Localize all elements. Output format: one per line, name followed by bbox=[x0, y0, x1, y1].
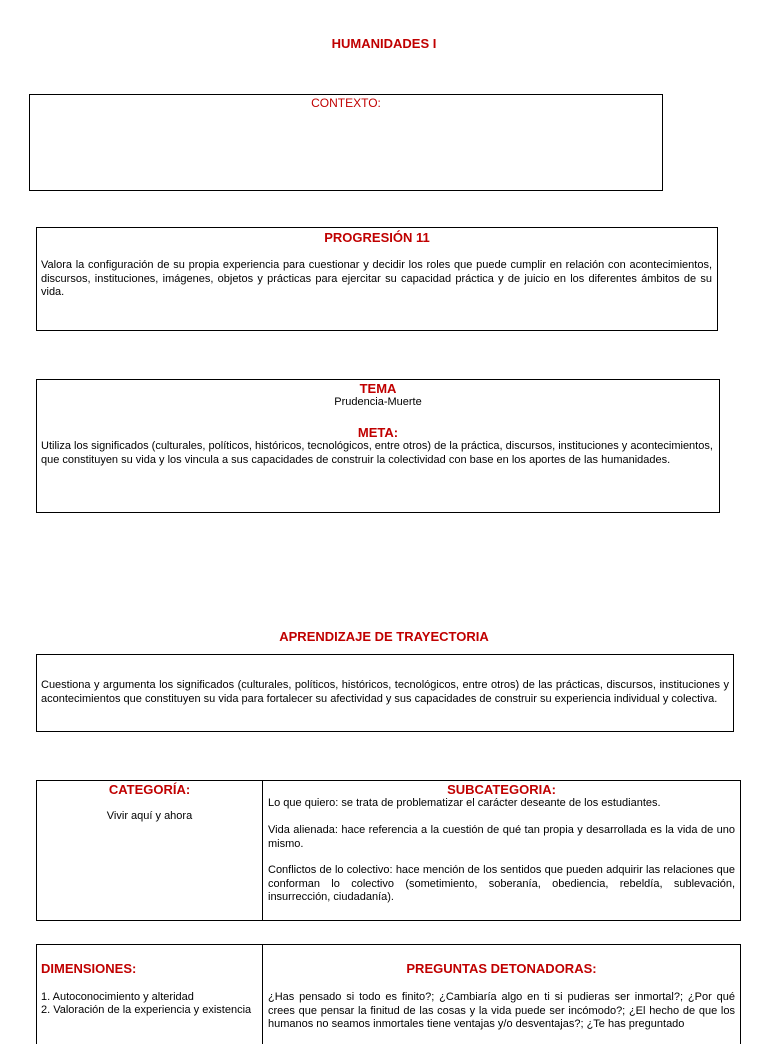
dimensiones-cell bbox=[37, 945, 263, 1044]
categoria-value: Vivir aquí y ahora bbox=[106, 810, 193, 822]
progresion-text: Valora la configuración de su propia experiencia para cuestionar y decidir los roles que puede cumplir en relación con acontecimientos, discursos, instituciones, imágenes, objetos y prácticas para ejercitar su capacidad práctica y de juicio en los diferentes ámbitos de su vida. bbox=[41, 259, 712, 298]
progresion-box bbox=[36, 227, 718, 331]
tema-box bbox=[36, 379, 720, 513]
dimension-item: 1. Autoconocimiento y alteridad bbox=[41, 991, 194, 1003]
preguntas-title: PREGUNTAS DETONADORAS: bbox=[406, 961, 597, 976]
subcategoria-item: Lo que quiero: se trata de problematizar el carácter deseante de los estudiantes. bbox=[268, 797, 661, 809]
meta-text: Utiliza los significados (culturales, políticos, históricos, tecnológicos, entre otros) de la práctica, discursos, instituciones y acontecimientos, que constituyen su vida y los vincula a sus capacidades de construir la colectividad con base en los aportes de las humanidades. bbox=[41, 440, 713, 466]
dimension-item: 2. Valoración de la experiencia y existencia bbox=[41, 1004, 252, 1016]
categoria-title: CATEGORÍA: bbox=[108, 782, 191, 797]
tema-title: TEMA bbox=[359, 381, 397, 396]
contexto-label: CONTEXTO: bbox=[311, 96, 381, 110]
tema-value: Prudencia-Muerte bbox=[334, 396, 422, 408]
page-title: HUMANIDADES I bbox=[331, 36, 437, 51]
subcategoria-cell bbox=[263, 781, 740, 920]
preguntas-text: ¿Has pensado si todo es finito?; ¿Cambiaría algo en ti si pudieras ser inmortal?; ¿Por qué crees que pensar la finitud de las cosas y la vida puede ser incómodo?; ¿El hecho de que los humanos no seamos inmortales tiene ventajas y/o desventajas?; ¿Te has preguntado bbox=[268, 991, 735, 1030]
aprendizaje-text: Cuestiona y argumenta los significados (culturales, políticos, históricos, tecnológicos, entre otros) de las prácticas, discursos, instituciones y acontecimientos que constituyen su vida para fortalecer su afectividad y sus capacidades de construir su experiencia individual y colectiva. bbox=[41, 679, 729, 705]
dimensiones-table bbox=[36, 944, 741, 1044]
progresion-title: PROGRESIÓN 11 bbox=[324, 230, 430, 245]
contexto-box bbox=[29, 94, 663, 191]
dimensiones-title: DIMENSIONES: bbox=[41, 961, 137, 976]
subcategoria-item: Conflictos de lo colectivo: hace mención de los sentidos que pueden adquirir las relaciones que conforman lo colectivo (sometimiento, soberanía, obediencia, rebeldía, sublevación, insurrección, ciudadanía). bbox=[268, 864, 735, 903]
subcategoria-title: SUBCATEGORIA: bbox=[447, 782, 556, 797]
aprendizaje-title: APRENDIZAJE DE TRAYECTORIA bbox=[279, 629, 489, 644]
preguntas-cell bbox=[263, 945, 740, 1044]
meta-title: META: bbox=[357, 425, 399, 440]
categoria-table bbox=[36, 780, 741, 921]
categoria-cell bbox=[37, 781, 263, 920]
subcategoria-item: Vida alienada: hace referencia a la cuestión de qué tan propia y desarrollada es la vida de uno mismo. bbox=[268, 824, 735, 850]
aprendizaje-box bbox=[36, 654, 734, 732]
